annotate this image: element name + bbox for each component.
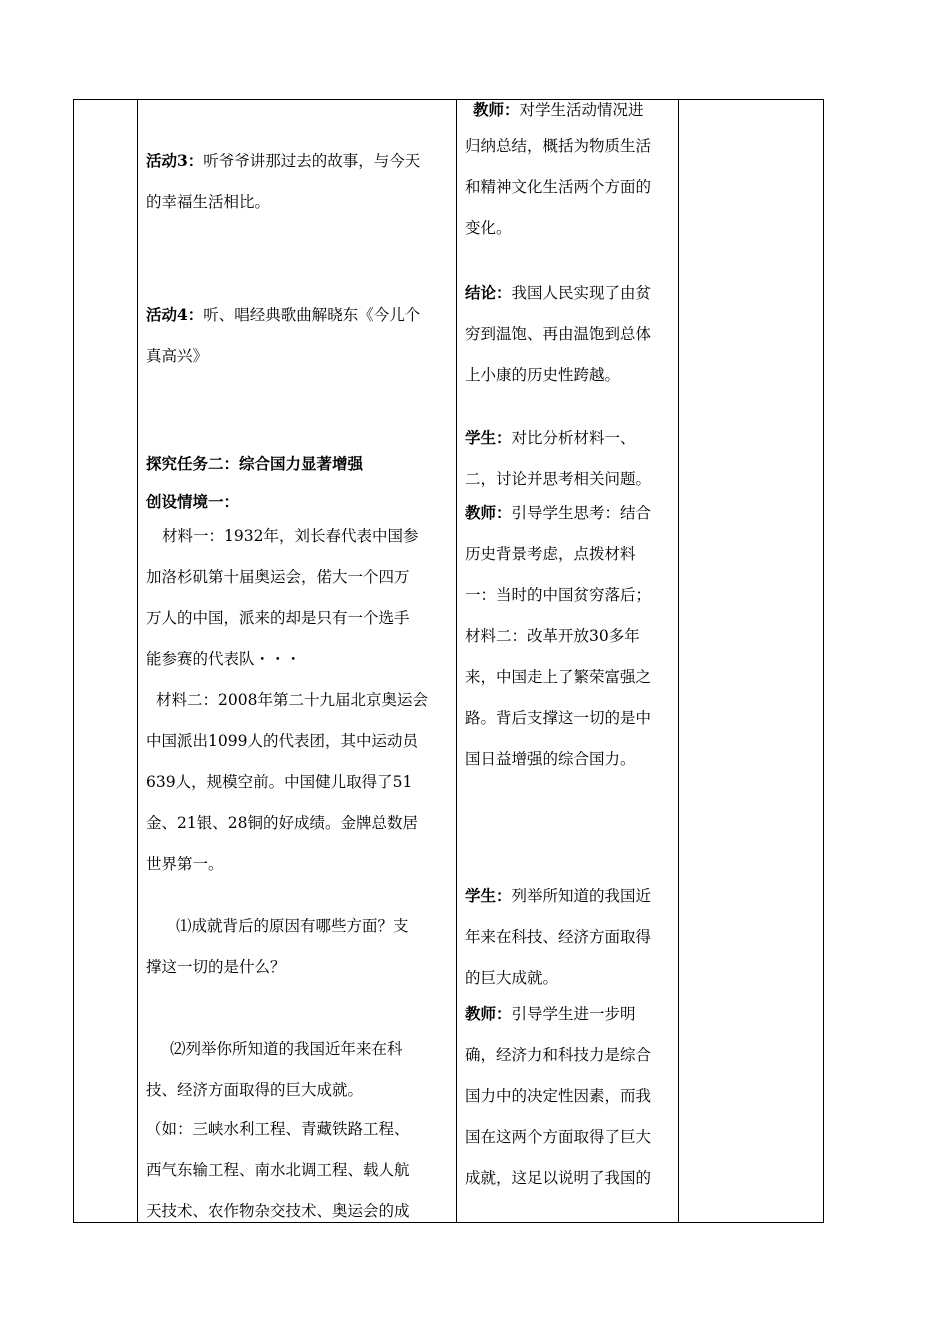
material-1-first: 材料一：1932年，刘长春代表中国参 [162,527,419,545]
student-label: 学生： [465,886,512,905]
teacher-note-1-rest: 归纳总结，概括为物质生活 和精神文化生活两个方面的 变化。 [465,137,652,237]
teacher-note-2: 教师：引导学生思考：结合 历史背景考虑，点拨材料 一：当时的中国贫穷落后； 材料二：改革开放30多年 来，中国走上了繁荣富强之 路。背后支撑这一切的是中 国日益增强的综合国力。 [465,503,652,768]
conclusion-label: 结论： [465,283,512,302]
material-2-first: 材料二：2008年第二十九届北京奥运会 [156,691,428,709]
table-border-col2 [456,99,457,1223]
question-2-first: ⑵列举你所知道的我国近年来在科 [170,1040,403,1058]
material-2-rest: 中国派出1099人的代表团，其中运动员 639人，规模空前。中国健儿取得了51 金、21银、28铜的好成绩。金牌总数居 世界第一。 [146,732,418,873]
conclusion: 结论：我国人民实现了由贫 穷到温饱、再由温饱到总体 上小康的历史性跨越。 [465,283,652,384]
table-border-left [73,99,74,1223]
scenario-1-title: 创设情境一： [146,492,240,511]
teacher-label: 教师： [465,503,512,522]
material-1-rest: 加洛杉矶第十届奥运会，偌大一个四万 万人的中国，派来的却是只有一个选手 能参赛的代表队・・・ [146,568,410,668]
teacher-note-1-first: 教师：对学生活动情况进 [473,100,644,119]
teacher-label: 教师： [465,1004,512,1023]
student-note-1: 学生：对比分析材料一、 二，讨论并思考相关问题。 [465,428,652,488]
question-1-rest: 撑这一切的是什么？ [146,958,286,976]
table-border-col1 [137,99,138,1223]
question-2-rest: 技、经济方面取得的巨大成就。 [146,1081,364,1099]
table-border-col3 [678,99,679,1223]
teacher-label: 教师： [473,100,520,119]
teacher-note-3: 教师：引导学生进一步明 确，经济力和科技力是综合 国力中的决定性因素，而我 国在这两个方面取得了巨大 成就，这足以说明了我国的 [465,1004,652,1187]
question-1-first: ⑴成就背后的原因有哪些方面？支 [176,917,409,935]
activity-3: 活动3：听爷爷讲那过去的故事，与今天 的幸福生活相比。 [146,151,421,211]
activity-3-label: 活动3： [146,151,204,170]
activity-4-label: 活动4： [146,305,204,324]
activity-4: 活动4：听、唱经典歌曲解晓东《今儿个 真高兴》 [146,305,421,365]
task-2-title: 探究任务二：综合国力显著增强 [146,454,364,473]
table-border-right [823,99,824,1223]
student-note-2: 学生：列举所知道的我国近 年来在科技、经济方面取得 的巨大成就。 [465,886,652,987]
examples-list: （如：三峡水利工程、青藏铁路工程、 西气东输工程、南水北调工程、载人航 天技术、农作物杂交技术、奥运会的成 [146,1120,410,1220]
student-label: 学生： [465,428,512,447]
table-top-border [73,99,823,100]
